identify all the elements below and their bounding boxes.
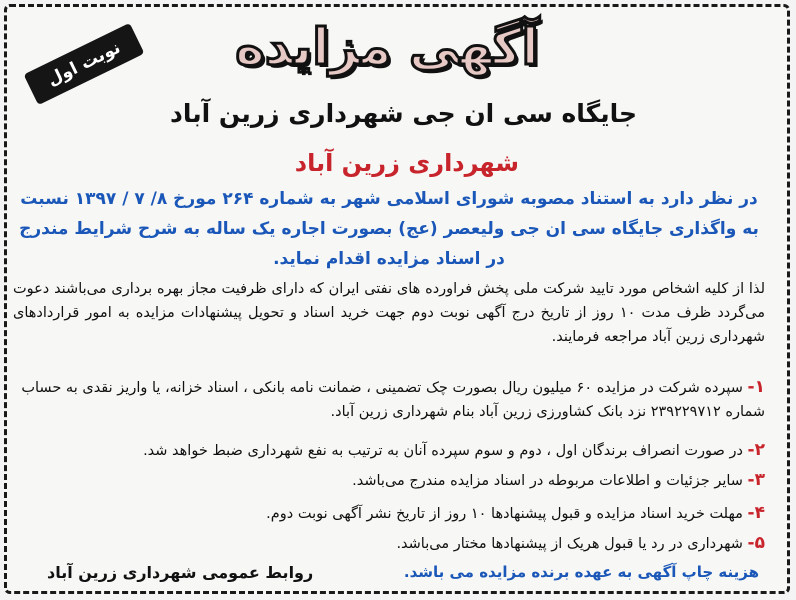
clause-number: ۳- — [747, 470, 765, 490]
clause-text: شهرداری در رد یا قبول هریک از پیشنهادها مختار می‌باشد. — [396, 536, 743, 552]
clause-number: ۴- — [747, 503, 765, 523]
clause-number: ۲- — [747, 440, 765, 460]
ad-banner — [167, 13, 607, 85]
edition-badge: نوبت اول — [24, 23, 145, 105]
clause-text: در صورت انصراف برندگان اول ، دوم و سوم سپرده آنان به ترتیب به نفع شهرداری ضبط خواهد شد. — [143, 443, 743, 459]
ad-title: آگهی مزایده — [235, 18, 539, 76]
clause-1 — [13, 375, 765, 424]
clause-number: ۵- — [747, 533, 765, 553]
intro-paragraph: در نظر دارد به استناد مصوبه شورای اسلامی شهر به شماره ۲۶۴ مورخ ۸/ ۷ / ۱۳۹۷ نسبت به واگذاری جایگاه سی ان جی ولیعصر (عج) بصورت اجاره یک ساله به شرح شرایط مندرج در اسناد مزایده اقدام نماید. — [19, 189, 759, 269]
body-paragraph: لذا از کلیه اشخاص مورد تایید شرکت ملی پخش فراورده های نفتی ایران که دارای ظرفیت مجاز بهره برداری می‌باشند دعوت می‌گردد ظرف مدت ۱۰ روز از تاریخ درج آگهی نوبت دوم جهت خرید اسناد و تحویل پیشنهادات مزایده به امور قراردادهای شهرداری زرین آباد مراجعه فرمایند. — [13, 281, 765, 345]
cost-note: هزینه چاپ آگهی به عهده برنده مزایده می باشد. — [403, 563, 759, 581]
clause-text: مهلت خرید اسناد مزایده و قبول پیشنهادها ۱۰ روز از تاریخ نشر آگهی نوبت دوم. — [266, 506, 743, 522]
clause-3 — [13, 468, 765, 493]
clause-4 — [13, 501, 765, 526]
sub-heading: شهرداری زرین آباد — [294, 149, 519, 177]
signature: روابط عمومی شهرداری زرین آباد — [47, 563, 314, 582]
ad-frame — [4, 4, 790, 594]
clause-text: سپرده شرکت در مزایده ۶۰ میلیون ریال بصورت چک تضمینی ، ضمانت نامه بانکی ، اسناد خزانه، یا واریز نقدی به حساب شماره ۲۳۹۲۲۹۷۱۲ نزد بانک کشاورزی زرین آباد بنام شهرداری زرین آباد. — [21, 380, 765, 420]
main-heading: جایگاه سی ان جی شهرداری زرین آباد — [170, 99, 637, 128]
clause-2 — [13, 438, 765, 463]
clause-number: ۱- — [747, 377, 765, 397]
clause-5 — [13, 531, 765, 556]
clause-text: سایر جزئیات و اطلاعات مربوطه در اسناد مزایده مندرج می‌باشد. — [352, 473, 743, 489]
